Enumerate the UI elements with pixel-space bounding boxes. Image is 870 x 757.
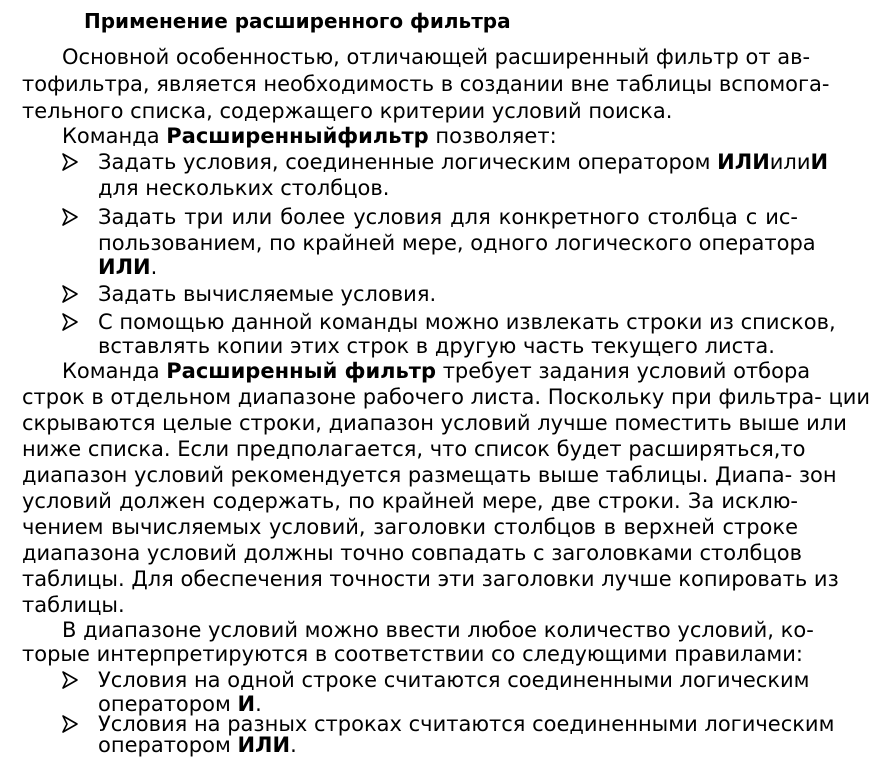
text-run: Команда xyxy=(62,359,167,383)
command-name-bold: Расширенный фильтр xyxy=(166,359,437,383)
paragraph-4-line-2: торые интерпретируются в соответствии со следующими правилами: xyxy=(22,642,803,666)
paragraph-3-line-1 xyxy=(62,359,811,383)
arrowhead-bullet-icon xyxy=(62,668,84,690)
paragraph-3-line-10: таблицы. xyxy=(22,593,125,617)
paragraph-2-line xyxy=(62,124,798,148)
text-run: Команда xyxy=(62,124,167,148)
arrowhead-bullet-icon xyxy=(62,205,84,227)
paragraph-3-line-2: строк в отдельном диапазоне рабочего листа. Поскольку при фильтра- ции xyxy=(22,385,870,409)
operator-bold: ИЛИ xyxy=(237,733,291,757)
paragraph-3-line-3: скрываются целые строки, диапазон условий лучше поместить выше или xyxy=(22,411,847,435)
paragraph-1-line-2: тофильтра, является необходимость в создании вне таблицы вспомога- xyxy=(22,72,830,96)
bullet-2-line-1: Задать три или более условия для конкретного столбца с ис- xyxy=(98,205,798,229)
operator-bold: И xyxy=(810,150,829,174)
command-name-bold: Расширенныйфильтр xyxy=(166,124,429,148)
bullet-4-line-2: вставлять копии этих строк в другую часть текущего листа. xyxy=(98,334,775,358)
paragraph-3-line-4: ниже списка. Если предполагается, что список будет расширяться,то xyxy=(22,437,806,461)
bullet-2-line-2: пользованием, по крайней мере, одного логического оператора xyxy=(98,231,816,255)
paragraph-1-line-3: тельного списка, содержащего критерии условий поиска. xyxy=(22,99,673,123)
text-run: Задать условия, соединенные логическим оператором xyxy=(98,150,718,174)
text-run: или xyxy=(769,150,811,174)
paragraph-1-line-1: Основной особенностью, отличающей расширенный фильтр от ав- xyxy=(62,45,811,69)
text-run: требует задания условий отбора xyxy=(436,359,811,383)
rule-1-line-1: Условия на одной строке считаются соединенными логическим xyxy=(98,668,810,692)
paragraph-3-line-5: диапазон условий рекомендуется размещать выше таблицы. Диапа- зон xyxy=(22,463,837,487)
paragraph-3-line-9: таблицы. Для обеспечения точности эти заголовки лучше копировать из xyxy=(22,567,839,591)
bullet-3-line-1: Задать вычисляемые условия. xyxy=(98,282,437,306)
rule-2-line-2 xyxy=(98,733,798,757)
paragraph-3-line-6: условий должен содержать, по крайней мере, две строки. За исклю- xyxy=(22,489,798,513)
paragraph-3-line-7: чением вычисляемых условий, заголовки столбцов в верхней строке xyxy=(22,515,798,539)
operator-bold: И xyxy=(237,692,256,716)
text-run: оператором xyxy=(98,733,238,757)
paragraph-3-line-8: диапазона условий должны точно совпадать с заголовками столбцов xyxy=(22,541,803,565)
text-run: . xyxy=(150,255,158,279)
operator-bold: ИЛИ xyxy=(98,255,151,279)
bullet-2-line-3 xyxy=(98,255,798,279)
bullet-1-line-2: для нескольких столбцов. xyxy=(98,176,390,200)
section-title: Применение расширенного фильтра xyxy=(84,9,511,33)
text-run: . xyxy=(255,692,262,716)
bullet-1-line-1 xyxy=(98,150,829,174)
paragraph-4-line-1: В диапазоне условий можно ввести любое количество условий, ко- xyxy=(62,618,814,642)
arrowhead-bullet-icon xyxy=(62,712,84,734)
arrowhead-bullet-icon xyxy=(62,310,84,332)
rule-2-line-1: Условия на разных строках считаются соединенными логическим xyxy=(98,712,835,736)
text-run: . xyxy=(290,733,297,757)
text-run: оператором xyxy=(98,692,238,716)
arrowhead-bullet-icon xyxy=(62,282,84,304)
text-run: позволяет: xyxy=(428,124,557,148)
arrowhead-bullet-icon xyxy=(62,150,84,172)
bullet-4-line-1: С помощью данной команды можно извлекать строки из списков, xyxy=(98,310,836,334)
operator-bold: ИЛИ xyxy=(717,150,770,174)
